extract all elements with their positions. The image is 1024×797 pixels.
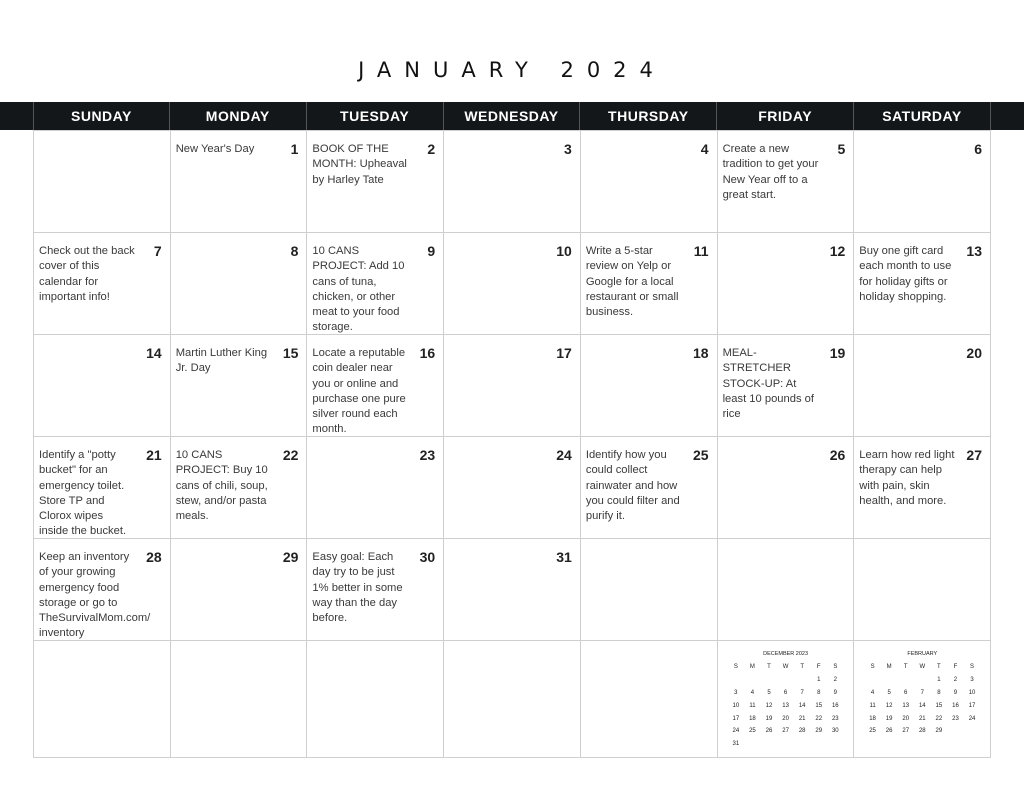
mini-day: 19 (885, 715, 893, 722)
day-cell (854, 233, 991, 335)
mini-day: 7 (800, 689, 804, 696)
day-number: 27 (966, 447, 982, 463)
mini-day: 9 (953, 689, 958, 696)
day-number: 17 (556, 345, 572, 361)
day-cell (581, 437, 718, 539)
day-number: 26 (829, 447, 846, 463)
mini-calendar-row (864, 674, 980, 687)
day-number: 5 (837, 141, 846, 157)
day-number: 19 (829, 345, 846, 361)
mini-day: 12 (885, 702, 893, 709)
day-number: 14 (146, 345, 162, 361)
day-note: BOOK OF THE MONTH: Upheaval by Harley Tate (312, 143, 407, 186)
day-note: Locate a reputable coin dealer near you or online and purchase one pure silver round each month. (312, 347, 406, 436)
mini-day: 14 (918, 702, 926, 709)
mini-calendar-row (728, 738, 844, 751)
mini-day: 20 (902, 715, 910, 722)
day-number: 13 (966, 243, 982, 259)
mini-day: 1 (817, 677, 821, 684)
day-note: 10 CANS PROJECT: Buy 10 cans of chili, soup, stew, and/or pasta meals. (175, 449, 268, 523)
mini-day: 13 (782, 702, 789, 709)
day-note: MEAL-STRETCHER STOCK-UP: At least 10 pounds of rice (722, 347, 814, 421)
weekday-label: MONDAY (170, 102, 307, 130)
mini-day: 2 (953, 677, 958, 684)
weekday-label: FRIDAY (717, 102, 854, 130)
day-cell (34, 539, 171, 641)
mini-day: 12 (765, 702, 773, 709)
day-number: 28 (146, 549, 162, 565)
day-number: 4 (700, 141, 709, 157)
mini-day: 5 (887, 689, 891, 696)
day-cell (581, 233, 718, 335)
day-cell (34, 233, 171, 335)
day-number: 6 (974, 141, 982, 157)
empty-cell (34, 641, 171, 758)
mini-day: 29 (815, 728, 823, 735)
day-note: 10 CANS PROJECT: Add 10 cans of tuna, chicken, or other meat to your food storage. (312, 245, 405, 334)
mini-calendar-row (728, 687, 844, 700)
day-cell (307, 131, 444, 233)
day-number: 25 (692, 447, 709, 463)
day-cell (854, 437, 991, 539)
mini-day: 1 (937, 677, 941, 684)
empty-cell (444, 641, 581, 758)
mini-day: 18 (749, 715, 756, 722)
day-cell (581, 335, 718, 437)
mini-day: 27 (782, 728, 789, 735)
mini-day: 3 (970, 677, 974, 684)
mini-weekday: F (953, 664, 958, 671)
mini-day: 20 (782, 715, 789, 722)
day-cell (34, 437, 171, 539)
day-number: 30 (419, 549, 436, 565)
day-note: Create a new tradition to get your New Year off to a great start. (722, 143, 819, 201)
mini-day: 4 (750, 689, 755, 696)
month-title: JANUARY 2024 (358, 58, 666, 82)
mini-day: 8 (937, 689, 941, 696)
empty-cell (581, 641, 718, 758)
mini-weekday: T (903, 664, 908, 671)
day-cell (171, 233, 308, 335)
mini-day: 30 (831, 728, 839, 735)
mini-weekday: S (870, 664, 875, 671)
day-note: Buy one gift card each month to use for holiday gifts or holiday shopping. (859, 245, 952, 303)
day-number: 8 (290, 243, 299, 259)
mini-day: 16 (831, 702, 839, 709)
weekday-label: SATURDAY (854, 102, 991, 130)
day-cell (854, 335, 991, 437)
day-cell (34, 131, 171, 233)
empty-cell (171, 641, 308, 758)
day-cell (718, 233, 855, 335)
mini-day: 2 (833, 677, 837, 684)
mini-weekday: M (886, 664, 892, 671)
calendar-grid (33, 130, 991, 758)
day-number: 9 (427, 243, 436, 259)
mini-weekday: S (833, 664, 838, 671)
mini-day: 14 (798, 702, 806, 709)
day-number: 1 (290, 141, 299, 157)
mini-day: 7 (920, 689, 924, 696)
day-cell (307, 233, 444, 335)
day-cell (34, 335, 171, 437)
day-number: 29 (282, 549, 299, 565)
day-number: 11 (693, 243, 709, 259)
mini-day: 8 (817, 689, 821, 696)
mini-calendar-header (728, 661, 844, 674)
mini-calendar-row (728, 725, 844, 738)
day-cell (581, 539, 718, 641)
day-cell (307, 539, 444, 641)
day-note: Martin Luther King Jr. Day (175, 347, 268, 375)
mini-day: 21 (798, 715, 806, 722)
day-note: Write a 5-star review on Yelp or Google for a local restaurant or small business. (585, 245, 679, 319)
day-cell (444, 233, 581, 335)
mini-day: 25 (869, 728, 876, 735)
mini-day: 11 (869, 702, 876, 709)
day-cell (444, 335, 581, 437)
day-note: Easy goal: Each day try to be just 1% better in some way than the day before. (312, 551, 403, 625)
mini-day: 24 (732, 728, 740, 735)
mini-calendar (728, 651, 844, 751)
mini-day: 31 (732, 741, 740, 748)
weekday-label: THURSDAY (580, 102, 717, 130)
day-number: 18 (692, 345, 709, 361)
day-number: 31 (556, 549, 572, 565)
mini-calendar-row (864, 712, 980, 725)
mini-day: 16 (952, 702, 959, 709)
mini-weekday: T (937, 664, 941, 671)
weekday-label: TUESDAY (307, 102, 444, 130)
day-number: 22 (282, 447, 299, 463)
mini-day: 27 (902, 728, 910, 735)
mini-day: 6 (904, 689, 908, 696)
mini-day: 28 (918, 728, 926, 735)
day-cell (581, 131, 718, 233)
mini-calendar-row (864, 725, 980, 738)
mini-weekday: W (782, 664, 789, 671)
day-number: 15 (282, 345, 299, 361)
mini-weekday: M (749, 664, 755, 671)
day-number: 20 (966, 345, 982, 361)
day-cell (171, 539, 308, 641)
mini-weekday: T (767, 664, 771, 671)
mini-day: 24 (968, 715, 976, 722)
day-number: 12 (829, 243, 846, 259)
mini-day: 13 (902, 702, 910, 709)
day-note: New Year's Day (175, 143, 255, 155)
mini-day: 17 (732, 715, 740, 722)
weekday-header (33, 102, 991, 130)
mini-day: 19 (765, 715, 773, 722)
mini-day: 18 (869, 715, 876, 722)
mini-weekday: W (919, 664, 926, 671)
day-number: 7 (153, 243, 162, 259)
empty-cell (307, 641, 444, 758)
weekday-label: WEDNESDAY (444, 102, 581, 130)
mini-day: 21 (918, 715, 926, 722)
mini-calendar-title: FEBRUARY (907, 651, 938, 657)
day-note: Learn how red light therapy can help with pain, skin health, and more. (859, 449, 955, 507)
mini-calendar-row (864, 687, 980, 700)
mini-calendar-cell (854, 641, 991, 758)
mini-weekday: T (800, 664, 804, 671)
day-note: Identify how you could collect rainwater and how you could filter and purify it. (585, 449, 680, 523)
mini-day: 9 (833, 689, 837, 696)
mini-day: 25 (749, 728, 756, 735)
mini-day: 5 (767, 689, 771, 696)
mini-day: 6 (783, 689, 788, 696)
mini-weekday: S (733, 664, 738, 671)
mini-day: 28 (798, 728, 806, 735)
day-number: 23 (419, 447, 436, 463)
mini-day: 15 (935, 702, 943, 709)
mini-day: 22 (935, 715, 943, 722)
day-cell (718, 539, 855, 641)
day-note: Keep an inventory of your growing emergency food storage or go to TheSurvivalMom.com/ inventory (39, 551, 151, 640)
mini-weekday: S (970, 664, 975, 671)
mini-day: 10 (968, 689, 976, 696)
day-cell (444, 131, 581, 233)
day-note: Check out the back cover of this calendar for important info! (39, 245, 135, 303)
mini-day: 29 (935, 728, 943, 735)
mini-day: 15 (815, 702, 823, 709)
mini-calendar-row (728, 712, 844, 725)
mini-day: 11 (749, 702, 756, 709)
day-cell (171, 131, 308, 233)
day-cell (854, 539, 991, 641)
day-cell (307, 437, 444, 539)
day-cell (718, 437, 855, 539)
mini-weekday: F (816, 664, 821, 671)
mini-calendar (864, 651, 980, 738)
weekday-label: SUNDAY (33, 102, 170, 130)
mini-day: 23 (952, 715, 959, 722)
day-cell (171, 437, 308, 539)
mini-calendar-title: DECEMBER 2023 (763, 651, 809, 657)
mini-day: 22 (815, 715, 823, 722)
mini-calendar-row (728, 699, 844, 712)
mini-calendar-header (864, 661, 980, 674)
day-cell (718, 335, 855, 437)
day-cell (444, 539, 581, 641)
day-number: 24 (556, 447, 572, 463)
day-cell (171, 335, 308, 437)
mini-day: 17 (968, 702, 976, 709)
day-number: 3 (564, 141, 572, 157)
mini-day: 3 (734, 689, 738, 696)
day-number: 16 (419, 345, 436, 361)
mini-day: 23 (831, 715, 839, 722)
mini-day: 26 (885, 728, 893, 735)
day-cell (718, 131, 855, 233)
mini-day: 26 (765, 728, 773, 735)
day-cell (854, 131, 991, 233)
day-number: 10 (556, 243, 572, 259)
mini-day: 4 (870, 689, 875, 696)
mini-calendar-cell (718, 641, 855, 758)
mini-calendar-row (864, 699, 980, 712)
day-number: 21 (146, 447, 162, 463)
day-cell (307, 335, 444, 437)
mini-calendar-row (728, 674, 844, 687)
day-note: Identify a "potty bucket" for an emergency toilet. Store TP and Clorox wipes inside the bucket. (39, 449, 127, 538)
mini-day: 10 (732, 702, 740, 709)
day-cell (444, 437, 581, 539)
day-number: 2 (427, 141, 436, 157)
